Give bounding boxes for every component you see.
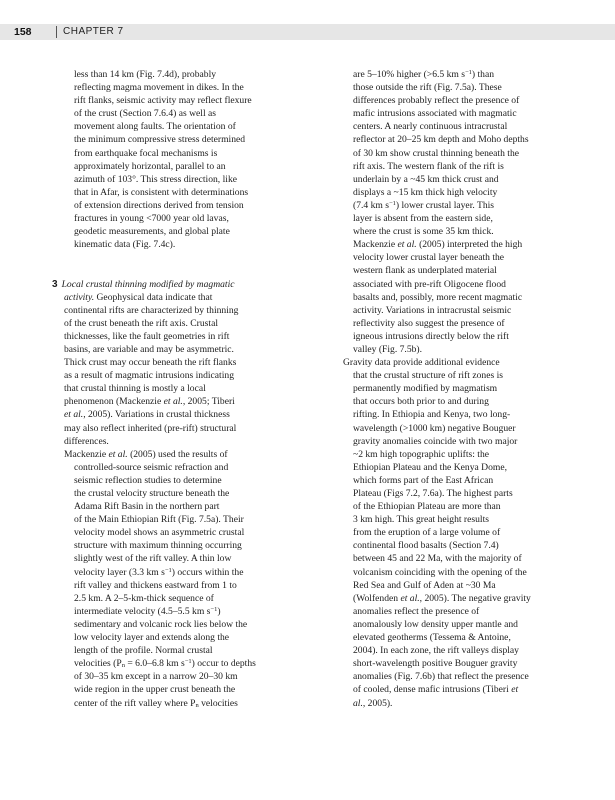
text-line: Thick crust may occur beneath the rift flanks bbox=[64, 357, 237, 369]
text-line: that crustal thinning is mostly a local bbox=[64, 383, 206, 395]
text-line: velocities ($P_n = 6.0-6.8$ km $s^{-1}$) occur to depths bbox=[74, 658, 256, 670]
text-line: underlain by a ~45 km thick crust and bbox=[353, 173, 499, 185]
text-line: associated with pre-rift Oligocene flood bbox=[353, 278, 506, 290]
text-line: Red Sea and Gulf of Aden at ~30 Ma bbox=[353, 579, 496, 591]
text-line: Ethiopian Plateau and the Kenya Dome, bbox=[353, 461, 507, 473]
text-line: (Wolfenden et al., 2005). The negative gravity bbox=[353, 592, 531, 604]
text-line: volcanism coinciding with the opening of the bbox=[353, 566, 527, 578]
text-line: of the crust (Section 7.6.4) as well as bbox=[74, 108, 217, 120]
text-line: wide region in the upper crust beneath the bbox=[74, 684, 236, 696]
text-line: short-wavelength positive Bouguer gravity bbox=[353, 658, 518, 670]
item-number: 3 bbox=[52, 278, 58, 290]
text-line: that occurs both prior to and during bbox=[353, 396, 489, 408]
text-line: velocity layer (3.3 km $s^{-1}$) occurs within the bbox=[74, 566, 244, 578]
text-line: from the eruption of a large volume of bbox=[353, 527, 501, 539]
text-line: less than 14 km (Fig. 7.4d), probably bbox=[74, 69, 217, 80]
text-line: thicknesses, like the fault geometries in rift bbox=[64, 330, 230, 342]
text-line: Plateau (Figs 7.2, 7.6a). The highest parts bbox=[353, 488, 513, 499]
text-line: movement along faults. The orientation of bbox=[74, 121, 236, 133]
text-line: velocity lower crustal layer beneath the bbox=[353, 252, 505, 264]
text-line: the minimum compressive stress determined bbox=[74, 134, 246, 146]
text-line: activity. Variations in intracrustal seismic bbox=[353, 304, 512, 316]
text-line: Mackenzie et al. (2005) interpreted the high bbox=[353, 239, 523, 251]
numbered-item-3 bbox=[52, 278, 309, 448]
text-line: Gravity data provide additional evidence bbox=[343, 357, 500, 369]
text-line: center of the rift valley where $P_n$ velocities bbox=[74, 697, 238, 709]
text-line: permanently modified by magmatism bbox=[353, 383, 498, 395]
page-number: 158 bbox=[14, 26, 32, 38]
text-line: reflectivity also suggest the presence of bbox=[353, 317, 505, 329]
text-line: activity. Geophysical data indicate that bbox=[64, 291, 213, 303]
text-line: azimuth of 103°. This stress direction, like bbox=[74, 173, 237, 185]
text-line: anomalies (Fig. 7.6b) that reflect the presence bbox=[353, 671, 529, 683]
text-line: continental rifts are characterized by thinning bbox=[64, 304, 239, 316]
text-line: structure with maximum thinning occurring bbox=[74, 540, 242, 552]
text-line: rift axis. The western flank of the rift is bbox=[353, 160, 504, 172]
text-line: the crustal velocity structure beneath the bbox=[74, 488, 230, 499]
text-line: gravity anomalies coincide with two major bbox=[353, 435, 518, 447]
text-line: of the Ethiopian Plateau are more than bbox=[353, 501, 501, 513]
text-line: phenomenon (Mackenzie et al., 2005; Tiberi bbox=[64, 396, 235, 408]
text-line: wavelength (>1000 km) negative Bouguer bbox=[353, 422, 516, 434]
text-line: intermediate velocity (4.5–5.5 km $s^{-1}$) bbox=[74, 605, 221, 617]
text-line: of 30–35 km except in a narrow 20–30 km bbox=[74, 671, 238, 683]
text-line: those outside the rift (Fig. 7.5a). These bbox=[353, 82, 502, 94]
text-line: controlled-source seismic refraction and bbox=[74, 461, 229, 473]
text-line: centers. A nearly continuous intracrustal bbox=[353, 121, 508, 133]
text-line: basalts and, possibly, more recent magmatic bbox=[353, 291, 523, 303]
text-line: approximately horizontal, parallel to an bbox=[74, 160, 226, 172]
text-line: that the crustal structure of rift zones is bbox=[353, 370, 503, 382]
paragraph-continuation bbox=[64, 68, 309, 251]
text-line: elevated geotherms (Tessema & Antoine, bbox=[353, 632, 511, 644]
text-line: of cooled, dense mafic intrusions (Tiberi et bbox=[353, 684, 519, 696]
text-line: of the Main Ethiopian Rift (Fig. 7.5a). Their bbox=[74, 514, 244, 526]
text-line: length of the profile. Normal crustal bbox=[74, 645, 213, 657]
text-line: from earthquake focal mechanisms is bbox=[74, 147, 218, 159]
text-line: reflector at 20–25 km depth and Moho depths bbox=[353, 134, 529, 146]
item-title: activity. bbox=[64, 291, 95, 303]
right-column bbox=[343, 68, 579, 710]
text-line: may also reflect inherited (pre-rift) structural bbox=[64, 422, 237, 434]
text-line: ~2 km high topographic uplifts: the bbox=[353, 448, 490, 460]
text-line: where the crust is some 35 km thick. bbox=[353, 226, 494, 238]
text-line: mafic intrusions associated with magmatic bbox=[353, 108, 517, 120]
text-line: differences probably reflect the presence of bbox=[353, 95, 520, 107]
page-header bbox=[0, 0, 615, 42]
text-line: differences. bbox=[64, 435, 109, 447]
text-line: are 5–10% higher (>6.5 km $s^{-1}$) than bbox=[353, 69, 495, 80]
text-line: continental flood basalts (Section 7.4) bbox=[353, 540, 499, 552]
text-line: (7.4 km $s^{-1}$) lower crustal layer. This bbox=[353, 199, 495, 211]
text-line: anomalies reflect the presence of bbox=[353, 605, 480, 617]
text-line: rifting. In Ethiopia and Kenya, two long- bbox=[353, 409, 511, 421]
text-line: sedimentary and volcanic rock lies below the bbox=[74, 618, 248, 630]
text-line: of extension directions derived from tension bbox=[74, 199, 244, 211]
text-line: 3 km high. This great height results bbox=[353, 514, 489, 526]
text-line: rift flanks, seismic activity may reflect flexure bbox=[74, 95, 252, 107]
text-line: et al., 2005). Variations in crustal thickness bbox=[64, 409, 230, 421]
text-line: layer is absent from the eastern side, bbox=[353, 213, 493, 225]
paragraph-continuation bbox=[343, 68, 579, 356]
paragraph-mackenzie bbox=[64, 448, 309, 710]
left-column bbox=[52, 68, 309, 710]
text-line: that in Afar, is consistent with determinations bbox=[74, 186, 249, 198]
text-line: of 30 km show crustal thinning beneath the bbox=[353, 147, 519, 159]
chapter-title: CHAPTER 7 bbox=[63, 26, 124, 37]
header-separator bbox=[56, 26, 57, 38]
text-line: kinematic data (Fig. 7.4c). bbox=[74, 239, 176, 251]
text-line: displays a ~15 km thick high velocity bbox=[353, 186, 498, 198]
text-line: rift valley and thickens eastward from 1 to bbox=[74, 579, 237, 591]
text-line bbox=[52, 278, 309, 291]
text-line: anomalously low density upper mantle and bbox=[353, 618, 518, 630]
text-line: velocity model shows an asymmetric crustal bbox=[74, 527, 245, 539]
text-line: valley (Fig. 7.5b). bbox=[353, 343, 423, 355]
text-line: as a result of magmatic intrusions indicating bbox=[64, 370, 234, 382]
text-line: between 45 and 22 Ma, with the majority of bbox=[353, 553, 522, 565]
text-line: 2004). In each zone, the rift valleys display bbox=[353, 645, 519, 657]
text-line: al., 2005). bbox=[353, 697, 393, 709]
text-line: Adama Rift Basin in the northern part bbox=[74, 501, 220, 513]
text-line: geodetic measurements, and global plate bbox=[74, 226, 230, 238]
text-line: which forms part of the East African bbox=[353, 474, 494, 486]
text-line: 2.5 km. A 2–5-km-thick sequence of bbox=[74, 592, 214, 604]
text-line: basins, are variable and may be asymmetric. bbox=[64, 343, 234, 355]
text-line: Mackenzie et al. (2005) used the results of bbox=[64, 448, 228, 460]
text-line: slightly west of the rift valley. A thin low bbox=[74, 553, 232, 565]
text-line: seismic reflection studies to determine bbox=[74, 474, 222, 486]
text-line: low velocity layer and extends along the bbox=[74, 632, 230, 644]
text-line: fractures in young <7000 year old lavas, bbox=[74, 213, 229, 225]
text-line: reflecting magma movement in dikes. In the bbox=[74, 82, 244, 94]
item-title: Local crustal thinning modified by magmatic bbox=[61, 278, 235, 290]
text-line: igneous intrusions directly below the rift bbox=[353, 330, 509, 342]
text-line: western flank as underplated material bbox=[353, 265, 497, 277]
text-line: of the crust beneath the rift axis. Crustal bbox=[64, 317, 218, 329]
paragraph-gravity bbox=[343, 356, 579, 710]
